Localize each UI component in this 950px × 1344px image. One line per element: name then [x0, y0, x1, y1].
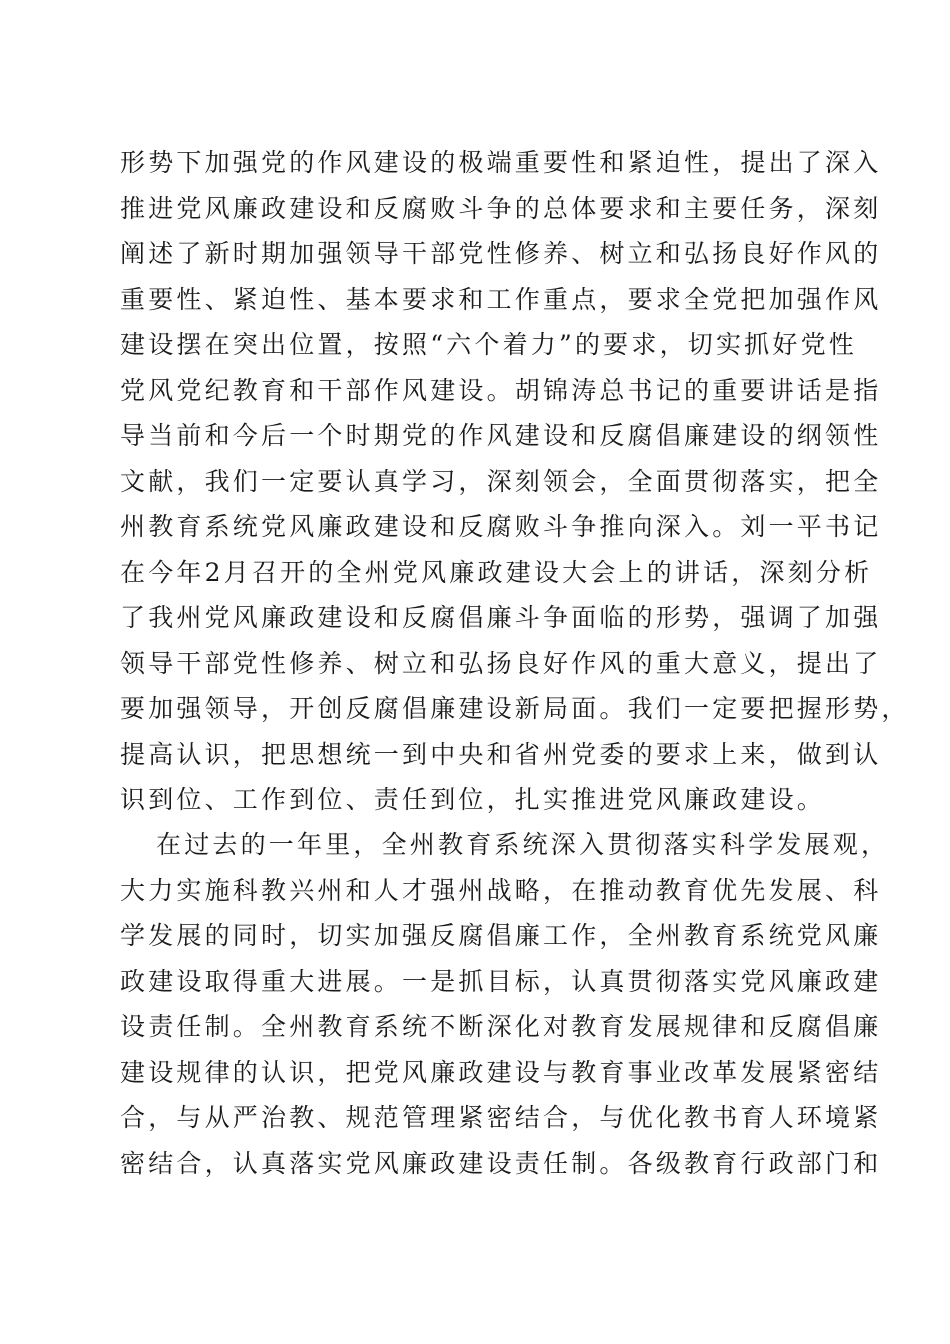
text-line: 设责任制。全州教育系统不断深化对教育发展规律和反腐倡廉 — [120, 1012, 882, 1041]
text-line: 导当前和今后一个时期党的作风建设和反腐倡廉建设的纲领性 — [120, 421, 882, 450]
text-line: 识到位、工作到位、责任到位，扎实推进党风廉政建设。 — [120, 785, 826, 814]
text-line: 建设摆在突出位置，按照“六个着力”的要求，切实抓好党性 — [120, 330, 857, 359]
paragraph-1 — [120, 140, 910, 823]
text-line: 党风党纪教育和干部作风建设。胡锦涛总书记的重要讲话是指 — [120, 375, 882, 405]
text-line: 提高认识，把思想统一到中央和省州党委的要求上来，做到认 — [120, 739, 882, 769]
text-line: 推进党风廉政建设和反腐败斗争的总体要求和主要任务，深刻 — [120, 193, 882, 223]
text-line: 要加强领导，开创反腐倡廉建设新局面。我们一定要把握形势， — [120, 694, 910, 723]
text-line: 州教育系统党风廉政建设和反腐败斗争推向深入。刘一平书记 — [120, 512, 882, 541]
text-line: 重要性、紧迫性、基本要求和工作重点，要求全党把加强作风 — [120, 284, 882, 314]
text-line: 阐述了新时期加强领导干部党性修养、树立和弘扬良好作风的 — [120, 239, 882, 268]
text-line: 大力实施科教兴州和人才强州战略，在推动教育优先发展、科 — [120, 875, 882, 905]
text-line: 领导干部党性修养、树立和弘扬良好作风的重大意义，提出了 — [120, 648, 882, 678]
text-line-first-indented: 在过去的一年里，全州教育系统深入贯彻落实科学发展观， — [156, 830, 890, 859]
text-line: 在今年2月召开的全州党风廉政建设大会上的讲话，深刻分析 — [120, 557, 873, 587]
text-line: 了我州党风廉政建设和反腐倡廉斗争面临的形势，强调了加强 — [120, 603, 882, 632]
text-line: 合，与从严治教、规范管理紧密结合，与优化教书育人环境紧 — [120, 1103, 882, 1132]
text-line: 学发展的同时，切实加强反腐倡廉工作，全州教育系统党风廉 — [120, 921, 882, 950]
text-line: 形势下加强党的作风建设的极端重要性和紧迫性，提出了深入 — [120, 148, 882, 177]
paragraph-2 — [120, 822, 890, 1186]
text-line: 政建设取得重大进展。一是抓目标，认真贯彻落实党风廉政建 — [120, 966, 882, 996]
text-line: 文献，我们一定要认真学习，深刻领会，全面贯彻落实，把全 — [120, 466, 882, 496]
text-line: 密结合，认真落实党风廉政建设责任制。各级教育行政部门和 — [120, 1148, 882, 1178]
text-line: 建设规律的认识，把党风廉政建设与教育事业改革发展紧密结 — [120, 1057, 882, 1087]
